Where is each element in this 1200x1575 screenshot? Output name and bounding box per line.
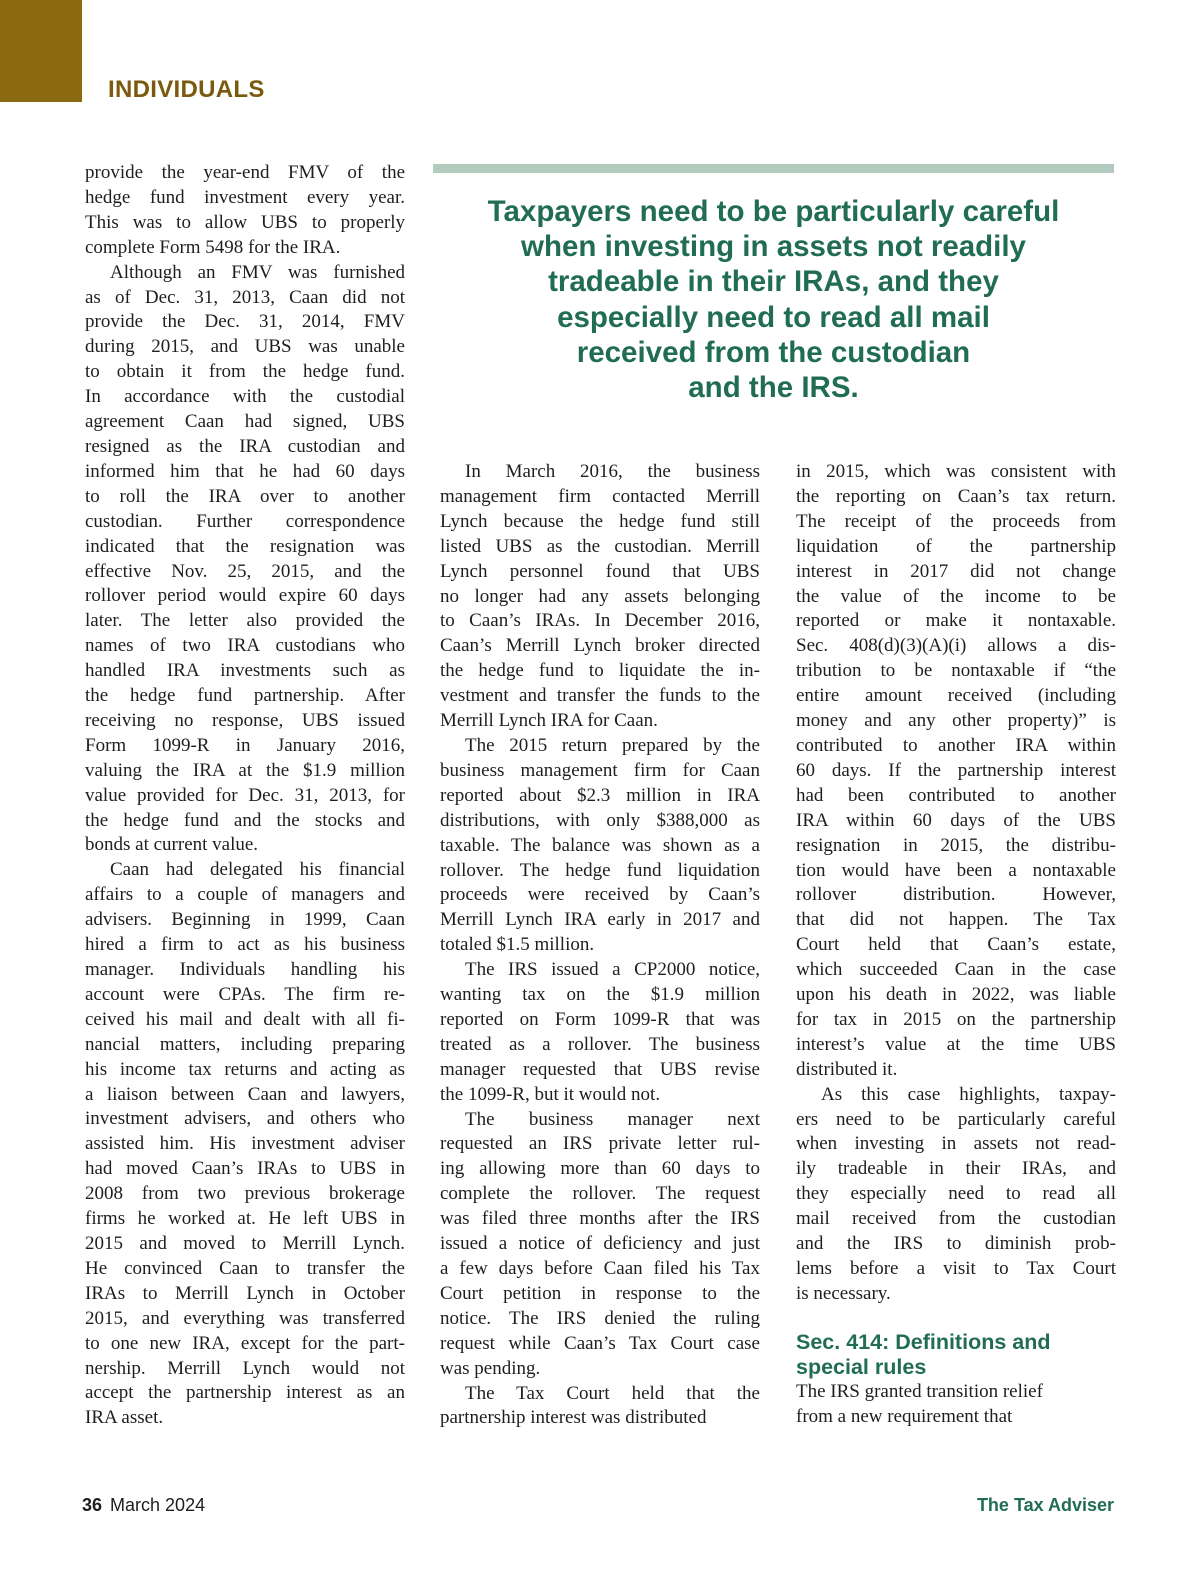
pull-quote-line: when investing in assets not readily (521, 230, 1026, 264)
text-line: had moved Caan’s IRAs to UBS in (85, 1158, 405, 1180)
text-line: effective Nov. 25, 2015, and the (85, 560, 405, 582)
text-line: valuing the IRA at the $1.9 million (85, 759, 405, 781)
text-line: Merrill Lynch IRA early in 2017 and (440, 909, 760, 931)
text-line: requested an IRS private letter rul- (440, 1133, 760, 1155)
text-line: ers need to be particularly careful (796, 1108, 1116, 1130)
text-line: 2008 from two previous brokerage (85, 1183, 405, 1205)
subhead-line: special rules (796, 1354, 927, 1379)
text-line: to obtain it from the hedge fund. (85, 361, 405, 383)
text-line: hedge fund investment every year. (85, 186, 405, 208)
text-line: 2015, and everything was transferred (85, 1307, 405, 1329)
text-line: lems before a visit to Tax Court (796, 1258, 1116, 1279)
issue-date: March 2024 (110, 1495, 206, 1515)
text-line: proceeds were received by Caan’s (440, 884, 760, 906)
text-line: value provided for Dec. 31, 2013, for (85, 784, 405, 806)
text-line: mail received from the custodian (796, 1208, 1116, 1230)
text-line: In March 2016, the business (465, 461, 760, 482)
text-line: provide the Dec. 31, 2014, FMV (85, 311, 405, 333)
text-line: rollover. The hedge fund liquidation (440, 859, 760, 881)
text-line: request while Caan’s Tax Court case (440, 1332, 760, 1354)
text-line: Court held that Caan’s estate, (796, 934, 1116, 956)
text-line: interest in 2017 did not change (796, 560, 1116, 582)
text-line: to roll the IRA over to another (85, 485, 405, 507)
text-line: reported about $2.3 million in IRA (440, 784, 760, 806)
pull-quote-line: especially need to read all mail (557, 300, 990, 334)
text-line: during 2015, and UBS was unable (85, 336, 405, 358)
text-line: receiving no response, UBS issued (85, 709, 405, 731)
text-line: partnership interest was distributed (440, 1407, 707, 1429)
text-line: custodian. Further correspondence (85, 510, 405, 532)
text-line: for tax in 2015 on the partnership (796, 1008, 1116, 1030)
text-line: complete the rollover. The request (440, 1183, 760, 1205)
text-line: The receipt of the proceeds from (796, 510, 1116, 532)
text-line: assisted him. His investment adviser (85, 1133, 405, 1155)
text-line: distributed it. (796, 1058, 898, 1080)
text-line: the hedge fund partnership. After (85, 685, 405, 707)
text-line: IRAs to Merrill Lynch in October (85, 1282, 405, 1304)
text-line: vestment and transfer the funds to the (440, 685, 760, 707)
article-column-3 (796, 460, 1116, 1430)
section-subhead (796, 1330, 1116, 1380)
text-line: The IRS granted transition relief (796, 1380, 1043, 1402)
body-paragraph (796, 1083, 1116, 1307)
text-line: they especially need to read all (796, 1183, 1116, 1205)
text-line: wanting tax on the $1.9 million (440, 984, 760, 1006)
text-line: to one new IRA, except for the part- (85, 1332, 405, 1354)
text-line: business management firm for Caan (440, 759, 760, 781)
text-line: treated as a rollover. The business (440, 1033, 760, 1055)
text-line: 60 days. If the partnership interest (796, 759, 1116, 781)
text-line: and the IRS to diminish prob- (796, 1233, 1116, 1255)
text-line: nancial matters, including preparing (85, 1033, 405, 1055)
text-line: indicated that the resignation was (85, 535, 405, 557)
text-line: liquidation of the partnership (796, 535, 1116, 557)
text-line: to Caan’s IRAs. In December 2016, (440, 610, 760, 632)
text-line: had been contributed to another (796, 784, 1116, 806)
text-line: listed UBS as the custodian. Merrill (440, 535, 760, 557)
article-column-2 (440, 460, 760, 1431)
subhead-line: Sec. 414: Definitions and (796, 1329, 1051, 1354)
text-line: Lynch personnel found that UBS (440, 560, 760, 582)
text-line: upon his death in 2022, was liable (796, 984, 1116, 1006)
text-line: names of two IRA custodians who (85, 635, 405, 657)
text-line: 2015 and moved to Merrill Lynch. (85, 1232, 405, 1254)
body-paragraph (440, 958, 760, 1107)
text-line: totaled $1.5 million. (440, 934, 595, 956)
text-line: as of Dec. 31, 2013, Caan did not (85, 286, 405, 308)
text-line: manager requested that UBS revise (440, 1058, 760, 1080)
text-line: hired a firm to act as his business (85, 934, 405, 956)
text-line: informed him that he had 60 days (85, 460, 405, 482)
text-line: resigned as the IRA custodian and (85, 435, 405, 457)
text-line: In accordance with the custodial (85, 386, 405, 408)
text-line: the value of the income to be (796, 585, 1116, 607)
text-line: accept the partnership interest as an (85, 1382, 405, 1404)
text-line: management firm contacted Merrill (440, 485, 760, 507)
text-line: ily tradeable in their IRAs, and (796, 1158, 1116, 1180)
section-color-block (0, 0, 82, 102)
text-line: interest’s value at the time UBS (796, 1033, 1116, 1055)
text-line: no longer had any assets belonging (440, 585, 760, 607)
body-paragraph (85, 858, 405, 1431)
text-line: notice. The IRS denied the ruling (440, 1307, 760, 1329)
text-line: contributed to another IRA within (796, 734, 1116, 756)
text-line: The 2015 return prepared by the (465, 734, 760, 756)
pull-quote-rule (433, 164, 1114, 173)
text-line: issued a notice of deficiency and just (440, 1233, 760, 1255)
text-line: investment advisers, and others who (85, 1108, 405, 1130)
text-line: Although an FMV was furnished (110, 261, 405, 283)
text-line: bonds at current value. (85, 834, 259, 856)
text-line: complete Form 5498 for the IRA. (85, 236, 341, 258)
text-line: Caan’s Merrill Lynch broker directed (440, 635, 760, 657)
text-line: resignation in 2015, the distribu- (796, 834, 1116, 856)
text-line: the hedge fund to liquidate the in- (440, 660, 760, 682)
publication-name: The Tax Adviser (976, 1495, 1114, 1515)
text-line: handled IRA investments such as (85, 660, 405, 682)
text-line: Caan had delegated his financial (110, 859, 405, 881)
body-paragraph (440, 1382, 760, 1432)
text-line: reported on Form 1099-R that was (440, 1008, 760, 1030)
text-line: a liaison between Caan and lawyers, (85, 1083, 405, 1105)
text-line: As this case highlights, taxpay- (821, 1083, 1116, 1105)
page-number: 36 (82, 1495, 103, 1515)
text-line: reported or make it nontaxable. (796, 610, 1116, 632)
text-line: The Tax Court held that the (465, 1382, 760, 1404)
text-line: the reporting on Caan’s tax return. (796, 485, 1116, 507)
pull-quote-line: tradeable in their IRAs, and they (548, 265, 999, 299)
pull-quote-line: Taxpayers need to be particularly careful (487, 195, 1060, 228)
text-line: in 2015, which was consistent with (796, 461, 1116, 482)
text-line: later. The letter also provided the (85, 610, 405, 632)
article-column-1 (85, 161, 405, 1431)
text-line: rollover period would expire 60 days (85, 585, 405, 607)
text-line: distributions, with only $388,000 as (440, 809, 760, 831)
text-line: a few days before Caan filed his Tax (440, 1258, 760, 1279)
text-line: tion would have been a nontaxable (796, 859, 1116, 881)
text-line: advisers. Beginning in 1999, Caan (85, 909, 405, 931)
text-line: the 1099-R, but it would not. (440, 1083, 661, 1105)
body-paragraph (85, 161, 405, 261)
text-line: tribution to be nontaxable if “the (796, 660, 1116, 682)
text-line: affairs to a couple of managers and (85, 884, 405, 906)
text-line: account were CPAs. The firm re- (85, 983, 405, 1005)
text-line: that did not happen. The Tax (796, 909, 1116, 931)
text-line: This was to allow UBS to properly (85, 211, 405, 233)
page-footer-left (82, 1495, 205, 1516)
text-line: Sec. 408(d)(3)(A)(i) allows a dis- (796, 635, 1116, 657)
text-line: when investing in assets not read- (796, 1133, 1116, 1155)
text-line: which succeeded Caan in the case (796, 959, 1116, 981)
text-line: IRA asset. (85, 1407, 164, 1429)
text-line: The business manager next (465, 1108, 760, 1130)
pull-quote-line: received from the custodian (576, 335, 971, 369)
text-line: nership. Merrill Lynch would not (85, 1357, 405, 1379)
pull-quote-line: and the IRS. (688, 371, 859, 405)
text-line: the hedge fund and the stocks and (85, 809, 405, 831)
text-line: rollover distribution. However, (796, 884, 1116, 906)
text-line: from a new requirement that (796, 1405, 1013, 1427)
text-line: Court petition in response to the (440, 1282, 760, 1304)
text-line: entire amount received (including (796, 685, 1116, 707)
body-paragraph (440, 460, 760, 734)
text-line: was pending. (440, 1357, 541, 1379)
text-line: was filed three months after the IRS (440, 1208, 760, 1230)
body-paragraph (440, 1108, 760, 1382)
text-line: Merrill Lynch IRA for Caan. (440, 710, 658, 732)
text-line: IRA within 60 days of the UBS (796, 809, 1116, 831)
text-line: Lynch because the hedge fund still (440, 510, 760, 532)
text-line: provide the year-end FMV of the (85, 162, 405, 183)
text-line: ceived his mail and dealt with all fi- (85, 1008, 405, 1030)
text-line: manager. Individuals handling his (85, 959, 405, 980)
text-line: The IRS issued a CP2000 notice, (465, 959, 760, 981)
body-paragraph (796, 460, 1116, 1083)
text-line: his income tax returns and acting as (85, 1058, 405, 1080)
text-line: ing allowing more than 60 days to (440, 1158, 760, 1180)
text-line: He convinced Caan to transfer the (85, 1257, 405, 1279)
body-paragraph (85, 261, 405, 859)
section-label: INDIVIDUALS (108, 76, 265, 103)
text-line: Form 1099-R in January 2016, (85, 734, 405, 756)
body-paragraph (440, 734, 760, 958)
text-line: is necessary. (796, 1282, 891, 1304)
text-line: firms he worked at. He left UBS in (85, 1208, 405, 1230)
text-line: taxable. The balance was shown as a (440, 834, 760, 856)
body-paragraph (796, 1380, 1116, 1430)
text-line: money and any other property)” is (796, 710, 1116, 732)
pull-quote (433, 194, 1114, 405)
text-line: agreement Caan had signed, UBS (85, 411, 405, 433)
